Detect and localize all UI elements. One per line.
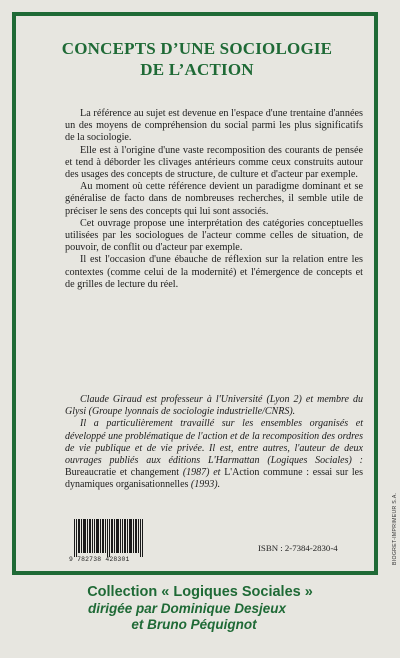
collection-director-2: et Bruno Péquignot [131, 617, 257, 632]
barcode [74, 519, 144, 557]
blurb-paragraph-4: Cet ouvrage propose une interprétation des catégories conceptuelles utilisées par les sociologues de l'acteur comme celles de situation, de pouvoir, de conflit ou d'acteur par exemple. [65, 217, 363, 254]
author-book-1: Bureaucratie et changement [65, 467, 180, 479]
printer-credit: BIOGRET-IMPRIMEUR S.A. [392, 492, 398, 565]
blurb-text [65, 108, 363, 291]
blurb-paragraph-3: Au moment où cette référence devient un paradigme dominant et se généralise de facto dans de nombreuses recherches, il semble utile de préciser le sens des concepts qui lui sont associés. [65, 181, 363, 217]
collection-director-1: dirigée par Dominique Desjeux [87, 601, 287, 616]
author-bio-paragraph-1 [65, 394, 363, 418]
author-works-intro: Il a particulièrement travaillé sur les ensembles organisés et développé une problématique de l'action et de la recomposition des ordres de vie publique et de vie privée. Il est, entre autres, l'auteur de deux ouvrages publiés aux éditions L'Harmattan (Logiques Sociales) : [65, 418, 363, 467]
author-name: Claude Giraud [80, 394, 142, 405]
blurb-paragraph-5: Il est l'occasion d'une ébauche de réflexion sur la relation entre les contextes (comme celui de la modernité) et l'émergence de concepts et de grilles de lecture du réel. [65, 254, 363, 290]
author-affiliation: est professeur à l'Université (Lyon 2) et membre du Glysi (Groupe lyonnais de sociologie industrielle/CNRS). [65, 394, 364, 418]
book-title-line-1: CONCEPTS D’UNE SOCIOLOGIE [61, 39, 333, 58]
author-bio [65, 394, 363, 492]
blurb-paragraph-2: Elle est à l'origine d'une vaste recomposition des courants de pensée et tend à déborder les clivages antérieurs comme ceux construits autour des usages des concepts de structure, de culture et d'acteur par exemple. [65, 144, 363, 181]
barcode-digits: 9 782738 428301 [69, 556, 130, 563]
author-book-2-year: (1993). [188, 479, 221, 491]
collection-info [0, 584, 400, 633]
book-title-line-2: DE L’ACTION [140, 60, 254, 79]
isbn-number: ISBN : 2-7384-2830-4 [258, 543, 338, 553]
blurb-paragraph-1: La référence au sujet est devenue en l'espace d'une trentaine d'années un des moyens de compréhension du social parmi les plus significatifs de la sociologie. [65, 108, 363, 144]
author-book-2: L'Action commune : essai sur les dynamiques organisationnelles [65, 467, 364, 491]
book-title [16, 38, 378, 80]
collection-name: Collection « Logiques Sociales » [87, 584, 313, 600]
author-book-1-year: (1987) et [179, 467, 221, 479]
author-bio-paragraph-2 [65, 418, 363, 491]
